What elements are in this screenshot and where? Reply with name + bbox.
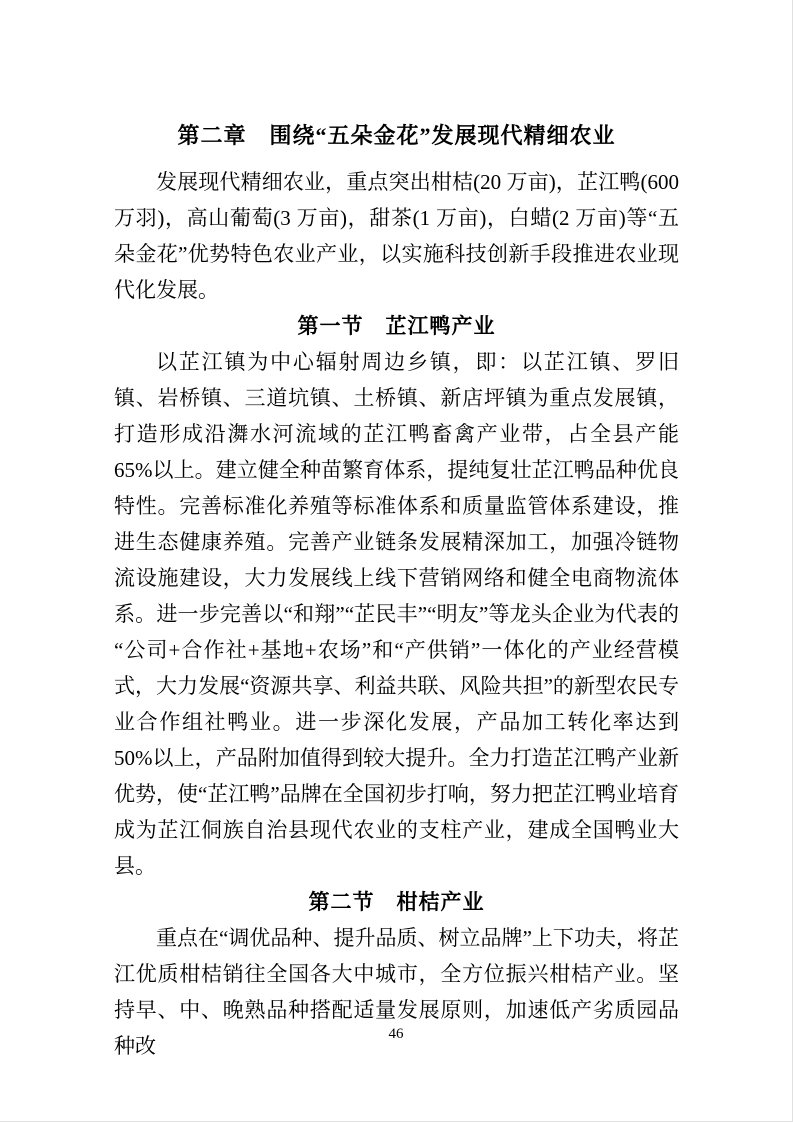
- section-paragraph-duck-industry: 以芷江镇为中心辐射周边乡镇，即：以芷江镇、罗旧镇、岩桥镇、三道坑镇、土桥镇、新店坪镇为重点发展镇，打造形成沿㵲水河流域的芷江鸭畜禽产业带，占全县产能 65%以上。建立健全种苗繁育体系，提纯复壮芷江鸭品种优良特性。完善标准化养殖等标准体系和质量监管体系建设，推进生态健康养殖。完善产业链条发展精深加工，加强冷链物流设施建设，大力发展线上线下营销网络和健全电商物流体系。进一步完善以“和翔”“芷民丰”“明友”等龙头企业为代表的“公司+合作社+基地+农场”和“产供销”一体化的产业经营模式，大力发展“资源共享、利益共联、风险共担”的新型农民专业合作组社鸭业。进一步深化发展，产品加工转化率达到 50%以上，产品附加值得到较大提升。全力打造芷江鸭产业新优势，使“芷江鸭”品牌在全国初步打响，努力把芷江鸭业培育成为芷江侗族自治县现代农业的支柱产业，建成全国鸭业大县。: [114, 350, 679, 878]
- chapter-title: 第二章 围绕“五朵金花”发展现代精细农业: [177, 123, 616, 148]
- section-title-duck-industry: 第一节 芷江鸭产业: [297, 314, 496, 338]
- page-number: 46: [388, 1026, 404, 1042]
- intro-paragraph: 发展现代精细农业，重点突出柑桔(20 万亩)，芷江鸭(600 万羽)，高山葡萄(3 万亩)，甜茶(1 万亩)，白蜡(2 万亩)等“五朵金花”优势特色农业产业，以实施科技创新手段推进农业现代化发展。: [114, 170, 679, 302]
- section-title-citrus-industry: 第二节 柑桔产业: [308, 890, 485, 914]
- section-paragraph-citrus-industry: 重点在“调优品种、提升品质、树立品牌”上下功夫，将芷江优质柑桔销往全国各大中城市，全方位振兴柑桔产业。坚持早、中、晚熟品种搭配适量发展原则，加速低产劣质园品种改: [114, 926, 679, 1058]
